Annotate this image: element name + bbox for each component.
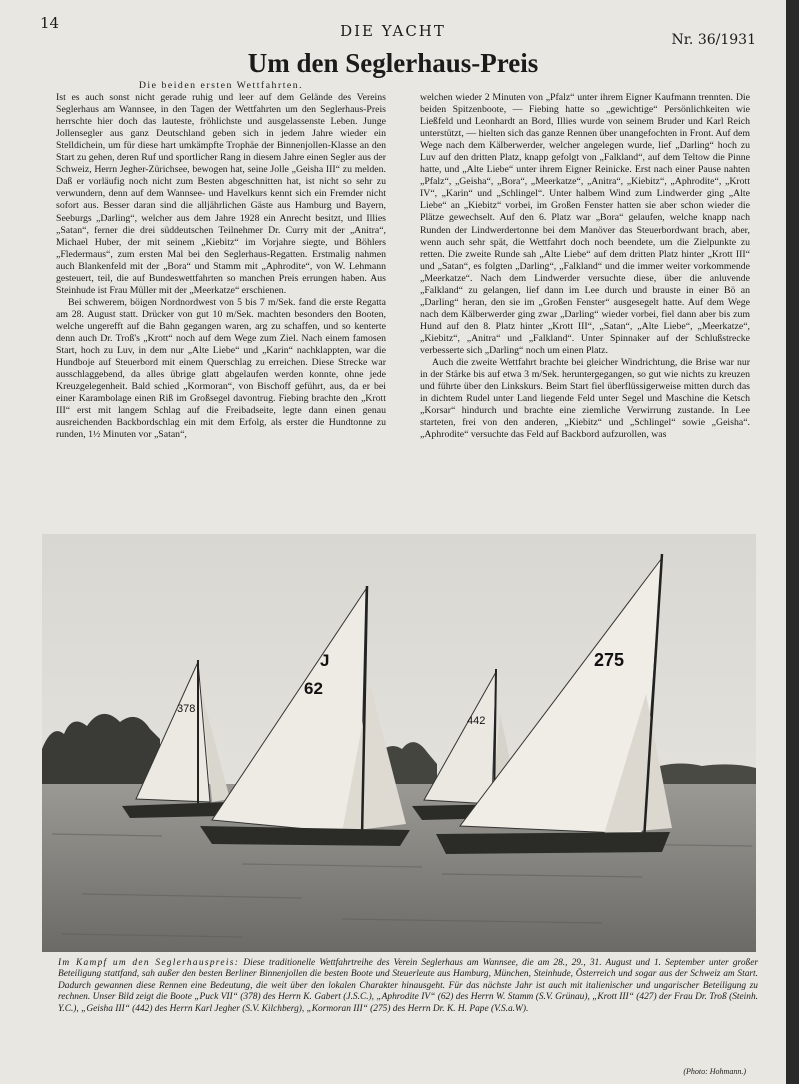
left-column — [56, 80, 386, 441]
sail-number-442: 442 — [467, 715, 486, 727]
sailboats-image — [42, 534, 756, 952]
photo-credit: (Photo: Hohmann.) — [683, 1067, 746, 1076]
sail-number-275: 275 — [594, 650, 625, 670]
page-number: 14 — [40, 14, 60, 32]
journal-title: DIE YACHT — [340, 22, 446, 40]
paragraph: Bei schwerem, böigen Nordnordwest von 5 bis 7 m/Sek. fand die erste Regatta am 28. August statt. Drücker von gut 10 m/Sek. machten besonders den Booten, welche ungerefft auf die Bahn gegangen waren, arg zu schaffen, und so kenterte denn auch Dr. Troß's „Krott“ noch auf dem Wege zum Ziel. Nach einem famosen Start, hoch zu Luv, in dem nur „Alte Liebe“ und „Karin“ nachklappten, war die Hundboje auf Steuerbord mit einem Querschlag zu erreichen. Diese Strecke war ausschlaggebend, da alles übrige glatt abgelaufen werden konnte, ohne jede Kreuzgelegenheit. Bald schied „Kormoran“, von Bischoff geführt, aus, da er bei einer Karambolage einen Riß im Großsegel davontrug. Fiebing brachte den „Krott III“ erst mit langem Schlag auf die Freibadseite, legte dann einen genau ausreichenden Backbordschlag ein mit dem Erfolg, als erster die Hundtonne zu runden, 1½ Minuten vor „Satan“, — [56, 296, 386, 441]
right-column — [420, 92, 750, 441]
paragraph: Ist es auch sonst nicht gerade ruhig und leer auf dem Gelände des Vereins Seglerhaus am Wannsee, in den Tagen der Wettfahrten um den Seglerhaus-Preis herrschte hier doch das lauteste, fröhlichste und ausgelassenste Leben. Junge Jollensegler aus ganz Deutschland geben sich in jedem Jahre wieder ein Stelldichein, um für diese hart umkämpfte Trophäe der Binnenjollen-Klasse an den Start zu gehen, deren Ruf und sportlicher Rang in diesem Jahre einen Segler aus der Schweiz, Herrn Jegher-Zürichsee, bewogen hat, seine Jolle „Geisha III“ zu melden. Daß er vorläufig noch nicht zum Besten abgeschnitten hat, ist nicht so sehr zu verwundern, denn auf dem Wannsee- und Havelkurs kennt sich ein Fremder nicht sofort aus. Besser daran sind die alljährlichen Gäste aus Hamburg und Bayern, Seeburgs „Darling“, welcher aus dem Jahre 1928 ein Anrecht besitzt, und Illies „Satan“, ferner die drei süddeutschen Teilnehmer Dr. Curry mit der „Anitra“, Michael Huber, der mit seinem „Kiebitz“ im Vorjahre siegte, und Böhlers „Fledermaus“, zum ersten Mal bei den Seglerhaus-Regatten. Erstmalig nahmen auch Blankenfeld mit der „Bora“ und Stamm mit „Aphrodite“, von W. Lehmann gesteuert, teil, die auf Bundeswettfahrten so manchen Preis errungen haben. Aus Steinhude ist Frau Müller mit der „Meerkatze“ erschienen. — [56, 92, 386, 296]
article-title: Um den Seglerhaus-Preis — [247, 48, 539, 78]
caption-lead: Im Kampf um den Seglerhauspreis: — [58, 958, 240, 968]
sail-number-62: 62 — [304, 679, 323, 698]
photo-caption — [58, 958, 758, 1015]
caption-text: Diese traditionelle Wettfahrtreihe des Verein Seglerhaus am Wannsee, die am 28., 29., 31. August und 1. September unter großer Beteiligung stattfand, sah außer den besten Berliner Binnenjollen die besten Boote und Steuerleute aus Hamburg, München, Steinhude, Österreich und sogar aus der Schweiz am Start. Dadurch gewannen diese Rennen eine Bedeutung, die weit über den lokalen Charakter hinausgeht. Für das nächste Jahr ist auch mit italienischer und ungarischer Beteiligung zu rechnen. Unser Bild zeigt die Boote „Puck VII“ (378) des Herrn K. Gabert (J.S.C.), „Aphrodite IV“ (62) des Herrn W. Stamm (S.V. Grünau), „Krott III“ (427) der Frau Dr. Troß (Steinh. Y.C.), „Geisha III“ (442) des Herrn Karl Jegher (S.V. Kilchberg), „Kormoran III“ (275) des Herrn Dr. K. H. Pape (V.S.a.W). — [58, 958, 759, 1014]
issue-number: Nr. 36/1931 — [671, 32, 756, 48]
article-subtitle: Die beiden ersten Wettfahrten. — [138, 80, 304, 91]
page-edge — [786, 0, 799, 1084]
paragraph: welchen wieder 2 Minuten von „Pfalz“ unter ihrem Eigner Kaufmann trennten. Die beiden Spitzenboote, — Fiebing hatte so „gewichtige“ Persönlichkeiten wie Ließfeld und Leonhardt an Bord, Illies wurde von seinem Bruder und Karl Reich unterstützt, — hielten sich das ganze Rennen über unangefochten in Front. Auf dem Wege nach dem Kälberwerder, welcher angelegen wurde, lief „Darling“ hoch zu Luv auf den dritten Platz, knapp gefolgt von „Falkland“, auf dem Teltow die Pinne hatte, und „Alte Liebe“ unter ihrem Eigner Reinicke. Erst nach einer Pause nahten „Pfalz“, „Geisha“, „Bora“, „Meerkatze“, „Anitra“, „Kiebitz“, „Aphrodite“, „Krott IV“, „Karin“ und „Schlingel“. Unter halbem Wind zum Lindwerder ging „Alte Liebe“ an „Kiebitz“ vorbei, im Großen Fenster hatten sie aber schon wieder die Plätze gewechselt. Auf den 6. Platz war „Bora“ gelaufen, welche knapp nach Runden der Lindwerdertonne bei dem Manöver das Steuerbordwant brach, aber, wenn auch sehr spät, die Wettfahrt doch noch beendete, um die Zielpunkte zu retten. Die zweite Runde sah „Alte Liebe“ auf dem dritten Platz hinter „Krott III“ und „Satan“, es folgten „Darling“, „Falkland“ und die immer weiter vorkommende „Meerkatze“. Nach dem Lindwerder versuchte diese, über die anluvende „Falkland“ zu gelangen, lief dann im Lee durch und brauste in einer Bö an „Darling“ heran, den sie im „Großen Fenster“ ausgesegelt hatte. Auf dem Wege nach dem Kälberwerder ging zwar „Darling“ wieder vorbei, fiel dann aber bis zum Hund auf den 8. Platz hinter „Krott III“, „Satan“, „Alte Liebe“, „Meerkatze“, „Kiebitz“, „Anitra“ und „Falkland“. Unter Spinnaker auf der Schlußstrecke verbesserte sich „Darling“ noch um einen Platz. — [420, 92, 750, 356]
regatta-photo — [42, 534, 756, 952]
sail-letter: J — [320, 651, 330, 670]
sail-number-378: 378 — [177, 703, 196, 715]
paragraph: Auch die zweite Wettfahrt brachte bei gleicher Windrichtung, die Brise war nur in der Stärke bis auf etwa 3 m/Sek. heruntergegangen, so gut wie nichts zu kreuzen und führte über den Linkskurs. Beim Start fiel überflüssigerweise mitten durch das in dichtem Rudel unter Land liegende Feld unter Segel und Maschine die Ketsch „Korsar“ hindurch und brachte eine ziemliche Verwirrung zustande. In Lee starteten, frei von den anderen, „Kiebitz“ und „Schlingel“ sowie „Geisha“. „Aphrodite“ versuchte das Feld auf Backbord aufzurollen, was — [420, 357, 750, 441]
